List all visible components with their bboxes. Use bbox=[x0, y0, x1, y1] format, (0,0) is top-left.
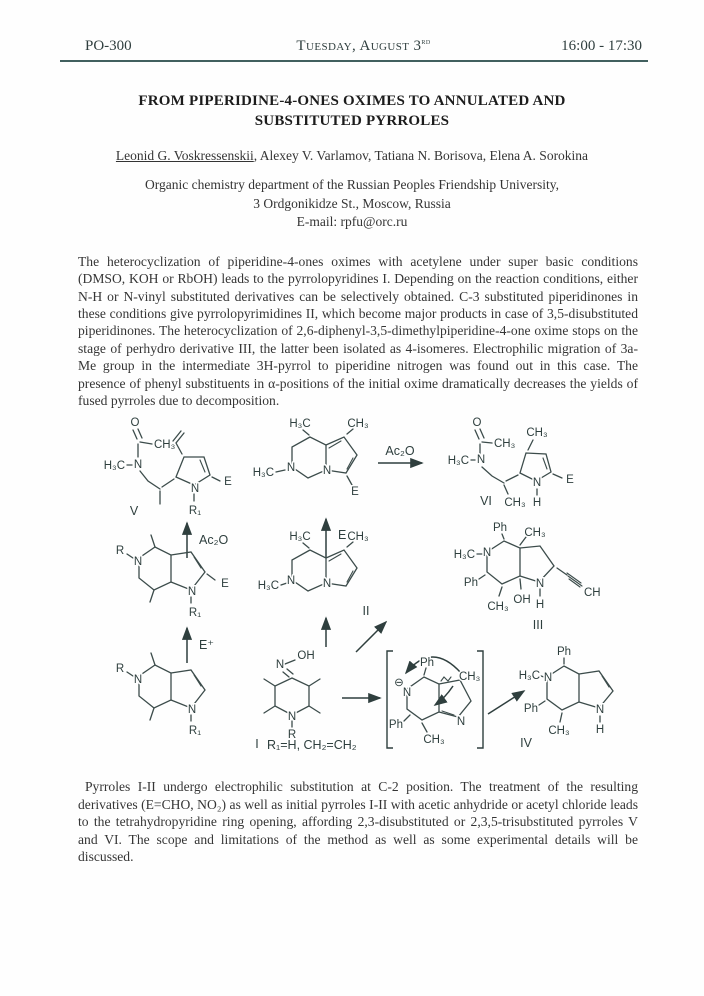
compound-label-v: V bbox=[129, 504, 139, 519]
abstract-paragraph-1: The heterocyclization of piperidine-4-ones oximes with acetylene under super basic conditions (DMSO, KOH or RbOH) leads to the pyrrolopyridines I. Depending on the reaction conditions, either N-H or N-vinyl substituted derivatives can be selectively obtained. C-3 substituted piperidinones in these conditions give pyrrolopyrimidines II, which become major products in case of 3,5-disubstituted piperidinones. The heterocyclization of 2,6-diphenyl-3,5-dimethylpiperidine-4-one oxime stops on the stage of perhydro derivative III, the latter been isolated as 4-isomeres. Electrophilic migration of 3a-Me group in the intermediate 3H-pyrrol to piperidine nitrogen was found out in this case. The presence of phenyl substituents in α-positions of the initial oxime dramatically decreases the yields of fused pyrroles due to decomposition. bbox=[78, 253, 638, 408]
abstract-paragraph-2: Pyrroles I-II undergo electrophilic substitution at C-2 position. The treatment of the resulting derivatives (E=CHO, NO₂) as well as initial pyrroles I-II with acetic anhydride or acetyl chloride leads to the tetrahydropyridine ring opening, affording 2,3-disubstituted or 2,3,5-trisubstituted pyrroles V and VI. The scope and limitations of the method as well as some experimental details will be discussed. bbox=[78, 779, 638, 864]
atom-label-e: E bbox=[351, 486, 359, 499]
atom-label-h3c: H₃C bbox=[518, 670, 540, 683]
atom-label-ch3: CH₃ bbox=[524, 527, 546, 540]
compound-label-i: I bbox=[255, 737, 259, 752]
atom-label-r1: R₁ bbox=[188, 505, 202, 518]
atom-label-r: R bbox=[115, 545, 125, 558]
structure-i bbox=[116, 653, 357, 752]
atom-label-ch3: CH₃ bbox=[526, 427, 548, 440]
atom-label-n: N bbox=[187, 586, 197, 599]
session-date-text: Tuesday, August 3 bbox=[296, 38, 422, 54]
atom-label-oh: OH bbox=[297, 650, 315, 663]
atom-label-ch3: CH₃ bbox=[459, 671, 481, 684]
atom-label-h3c: H₃C bbox=[289, 418, 311, 431]
arrow-label-eplus: E⁺ bbox=[199, 638, 214, 653]
reaction-arrow-eplus-left bbox=[187, 628, 214, 663]
atom-label-ch: CH bbox=[584, 587, 601, 600]
atom-label-n: N bbox=[402, 687, 412, 700]
atom-label-ch3: CH₃ bbox=[494, 438, 516, 451]
atom-label-ch3: CH₃ bbox=[423, 734, 445, 747]
session-date-suffix: rd bbox=[421, 36, 431, 46]
atom-label-n: N bbox=[286, 575, 296, 588]
reaction-scheme bbox=[54, 415, 694, 763]
atom-label-ph: Ph bbox=[463, 577, 478, 590]
atom-label-n: N bbox=[133, 459, 143, 472]
atom-label-h3c: H₃C bbox=[447, 455, 469, 468]
atom-label-n: N bbox=[133, 556, 143, 569]
atom-label-ch3: CH₃ bbox=[504, 497, 526, 510]
compound-label-vi: VI bbox=[480, 494, 492, 509]
atom-label-n: N bbox=[456, 716, 466, 729]
atom-label-n: N bbox=[482, 547, 492, 560]
atom-label-h: H bbox=[535, 599, 545, 612]
affiliation-line1: Organic chemistry department of the Russian Peoples Friendship University, bbox=[145, 177, 559, 192]
atom-label-h3c: H₃C bbox=[252, 467, 274, 480]
authors-rest: , Alexey V. Varlamov, Tatiana N. Borisova, Elena A. Sorokina bbox=[253, 148, 589, 163]
atom-label-n: N bbox=[532, 477, 542, 490]
arrow-label-eplus: E⁺ bbox=[338, 528, 353, 543]
structure-ii bbox=[258, 531, 370, 618]
atom-label-ch3: CH₃ bbox=[487, 601, 509, 614]
session-code: PO-300 bbox=[85, 38, 132, 54]
atom-label-n: N bbox=[322, 578, 332, 591]
atom-label-e: E bbox=[566, 474, 574, 487]
structure-intermediate bbox=[387, 651, 483, 748]
session-date bbox=[240, 36, 488, 55]
atom-label-h3c: H₃C bbox=[257, 580, 279, 593]
atom-label-r1: R₁ bbox=[188, 725, 202, 738]
atom-label-n: N bbox=[275, 659, 285, 672]
page-header bbox=[60, 36, 648, 62]
atom-label-r1: R₁ bbox=[188, 607, 202, 620]
atom-label-ph: Ph bbox=[388, 719, 403, 732]
atom-label-n: N bbox=[322, 465, 332, 478]
atom-label-h3c: H₃C bbox=[289, 531, 311, 544]
structure-oxime bbox=[264, 650, 320, 741]
structure-mid-left bbox=[116, 535, 229, 619]
atom-label-ph: Ph bbox=[419, 657, 435, 670]
author-presenting: Leonid G. Voskressenskii bbox=[115, 148, 254, 163]
substituent-note: R₁=H, CH₂=CH₂ bbox=[267, 738, 357, 753]
atom-label-oh: OH bbox=[513, 594, 531, 607]
atom-label-e: E bbox=[224, 476, 232, 489]
paper-title-line2: SUBSTITUTED PYRROLES bbox=[254, 112, 450, 129]
atom-label-n: N bbox=[543, 672, 553, 685]
atom-label-n: N bbox=[595, 704, 605, 717]
atom-label-ch3: CH₃ bbox=[548, 725, 570, 738]
atom-label-ph: Ph bbox=[492, 522, 508, 535]
compound-label-iv: IV bbox=[520, 736, 532, 751]
atom-label-ch3: CH₃ bbox=[347, 418, 369, 431]
atom-label-n: N bbox=[133, 674, 143, 687]
paper-title-line1: FROM PIPERIDINE-4-ONES OXIMES TO ANNULATED AND bbox=[138, 93, 566, 109]
atom-label-n: N bbox=[535, 578, 545, 591]
atom-label-o: O bbox=[130, 417, 140, 430]
atom-label-n: N bbox=[187, 704, 197, 717]
arrow-label-ac2o: Ac₂O bbox=[385, 444, 415, 459]
reaction-arrow-ac2o-left bbox=[187, 523, 228, 558]
atom-label-h3c: H₃C bbox=[453, 549, 475, 562]
atom-label-r: R bbox=[287, 729, 297, 742]
atom-label-e: E bbox=[221, 578, 229, 591]
atom-label-h: H bbox=[595, 724, 605, 737]
structure-top-center bbox=[253, 418, 369, 498]
atom-label-minus: ⊖ bbox=[394, 677, 404, 690]
atom-label-h3c: H₃C bbox=[103, 460, 125, 473]
atom-label-o: O bbox=[472, 417, 482, 430]
structure-v bbox=[104, 417, 232, 518]
compound-label-iii: III bbox=[532, 618, 544, 633]
structure-iv bbox=[519, 646, 613, 750]
affiliation-email: E-mail: rpfu@orc.ru bbox=[296, 214, 408, 230]
atom-label-h: H bbox=[532, 497, 542, 510]
atom-label-n: N bbox=[286, 462, 296, 475]
atom-label-ch3: CH₃ bbox=[154, 439, 176, 452]
paper-title bbox=[70, 92, 634, 131]
authors-line bbox=[0, 148, 704, 164]
session-time: 16:00 - 17:30 bbox=[561, 38, 642, 54]
atom-label-r: R bbox=[115, 663, 125, 676]
atom-label-n: N bbox=[287, 711, 297, 724]
structure-vi bbox=[448, 417, 574, 509]
reaction-arrow-diagonal bbox=[356, 622, 386, 652]
reaction-arrow-to-iv bbox=[488, 691, 524, 714]
compound-label-ii: II bbox=[362, 604, 370, 619]
reaction-arrow-ac2o-top bbox=[378, 444, 422, 463]
atom-label-ph: Ph bbox=[556, 646, 572, 659]
affiliation bbox=[0, 176, 704, 232]
arrow-label-ac2o: Ac₂O bbox=[199, 533, 229, 548]
atom-label-n: N bbox=[476, 454, 486, 467]
atom-label-ch3: CH₃ bbox=[347, 531, 369, 544]
affiliation-line2: 3 Ordgonikidze St., Moscow, Russia bbox=[253, 195, 451, 211]
structure-iii bbox=[454, 522, 601, 632]
atom-label-ph: Ph bbox=[523, 703, 538, 716]
atom-label-n: N bbox=[190, 483, 200, 496]
